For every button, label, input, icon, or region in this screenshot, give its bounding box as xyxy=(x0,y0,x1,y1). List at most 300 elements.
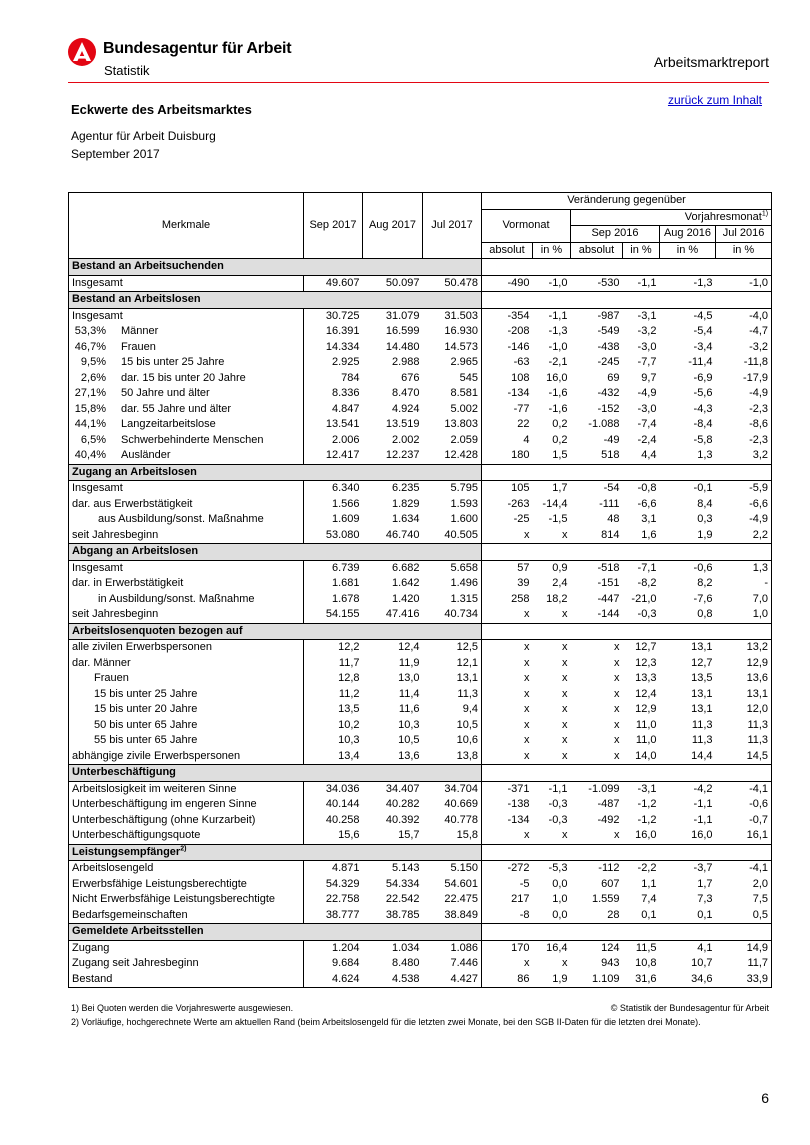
table-cell: 13,1 xyxy=(691,703,713,716)
table-cell: 40.669 xyxy=(423,797,482,813)
row-label-text: dar. in Erwerbstätigkeit xyxy=(72,577,184,590)
table-cell: -4,3 xyxy=(693,402,713,415)
table-cell: -1,5 xyxy=(548,513,568,526)
table-cell: -6,6 xyxy=(637,497,657,510)
table-cell: 170 xyxy=(511,941,530,954)
table-cell: -17,9 xyxy=(716,371,772,387)
table-cell: x xyxy=(524,608,530,621)
table-cell: x xyxy=(614,641,620,654)
table-cell: 4,1 xyxy=(697,941,713,954)
table-cell: 11,3 xyxy=(691,734,713,747)
table-cell: 3,1 xyxy=(641,513,657,526)
row-label-text: Bestand xyxy=(72,972,113,985)
table-cell: 5.002 xyxy=(423,402,482,418)
table-cell: -354 xyxy=(507,309,530,322)
row-label-text: alle zivilen Erwerbspersonen xyxy=(72,641,213,654)
table-cell: 10,3 xyxy=(398,718,420,731)
table-cell: -14,4 xyxy=(542,497,568,510)
table-cell: 11,3 xyxy=(691,718,713,731)
vorjahresmonat-header: Vorjahresmonat$^{1)}$ xyxy=(571,209,772,226)
table-cell: 6.739 xyxy=(331,561,360,574)
table-cell: 1,7 xyxy=(697,877,713,890)
table-cell: -1,1 xyxy=(548,782,568,795)
table-row xyxy=(69,308,772,324)
table-cell: 1,0 xyxy=(716,607,772,623)
table-cell: 1,5 xyxy=(552,449,568,462)
table-cell: 50.097 xyxy=(385,276,420,289)
table-cell: 1.609 xyxy=(331,513,360,526)
table-cell: x xyxy=(614,829,620,842)
share-percent: 2,6% xyxy=(80,371,106,384)
table-cell: 9.684 xyxy=(331,957,360,970)
table-cell: 11,5 xyxy=(635,941,657,954)
table-cell: 10,5 xyxy=(398,734,420,747)
section-header-row xyxy=(69,623,772,640)
table-cell: 12.417 xyxy=(325,449,360,462)
table-cell: 15,8 xyxy=(423,828,482,844)
table-cell: -144 xyxy=(597,608,620,621)
back-to-contents-link[interactable]: zurück zum Inhalt xyxy=(667,93,762,107)
table-cell: 14,4 xyxy=(691,749,713,762)
row-label-text: dar. Männer xyxy=(72,656,131,669)
table-cell: 518 xyxy=(601,449,620,462)
row-label-text: Insgesamt xyxy=(72,482,123,495)
table-cell: 11,0 xyxy=(635,718,657,731)
table-cell: -3,1 xyxy=(637,782,657,795)
table-cell: 5.795 xyxy=(423,481,482,497)
table-cell: -987 xyxy=(597,309,620,322)
table-cell: 53.080 xyxy=(325,528,360,541)
row-label-text: in Ausbildung/sonst. Maßnahme xyxy=(98,592,255,605)
table-cell: 11,4 xyxy=(398,687,420,700)
table-cell: 0,5 xyxy=(716,908,772,924)
table-cell: x xyxy=(614,734,620,747)
table-cell: 31.503 xyxy=(423,308,482,324)
section-title-spacer xyxy=(482,544,772,561)
table-cell: 7,0 xyxy=(716,592,772,608)
row-label xyxy=(69,512,304,528)
section-header-row xyxy=(69,844,772,861)
table-cell: 54.601 xyxy=(423,877,482,893)
table-cell: -447 xyxy=(597,592,620,605)
row-label-text: aus Ausbildung/sonst. Maßnahme xyxy=(98,513,264,526)
table-cell: 13.541 xyxy=(325,418,360,431)
table-cell: -4,5 xyxy=(693,309,713,322)
table-cell: 0,2 xyxy=(552,433,568,446)
table-cell: -4,9 xyxy=(716,386,772,402)
row-label-text: Ausländer xyxy=(121,449,171,462)
row-label xyxy=(69,497,304,513)
table-cell: 16,0 xyxy=(546,371,568,384)
table-cell: 4.538 xyxy=(363,972,423,988)
row-label xyxy=(69,324,304,340)
table-cell: 49.607 xyxy=(325,276,360,289)
row-label-text: Insgesamt xyxy=(72,276,123,289)
table-row xyxy=(69,528,772,544)
table-cell: -152 xyxy=(597,402,620,415)
row-label xyxy=(69,749,304,765)
table-cell: x xyxy=(524,703,530,716)
table-cell: 7,4 xyxy=(641,893,657,906)
table-cell: 8.336 xyxy=(331,387,360,400)
table-row xyxy=(69,497,772,513)
table-cell: 12.428 xyxy=(423,448,482,464)
table-cell: 11,9 xyxy=(398,656,420,669)
table-cell: 1.109 xyxy=(571,972,623,988)
table-cell: 8.581 xyxy=(423,386,482,402)
table-cell: 10,8 xyxy=(635,957,657,970)
table-cell: 1,7 xyxy=(552,482,568,495)
section-title-spacer xyxy=(482,924,772,941)
row-label-text: Unterbeschäftigungsquote xyxy=(72,829,201,842)
table-cell: -2,2 xyxy=(637,862,657,875)
table-row xyxy=(69,481,772,497)
table-cell: 11,0 xyxy=(635,734,657,747)
row-label xyxy=(69,592,304,608)
row-label-text: Bedarfsgemeinschaften xyxy=(72,908,188,921)
table-cell: x xyxy=(524,749,530,762)
table-cell: 4.624 xyxy=(304,972,363,988)
row-label-text: seit Jahresbeginn xyxy=(72,528,159,541)
table-cell: 38.785 xyxy=(385,908,420,921)
change-header: Veränderung gegenüber xyxy=(482,193,772,210)
section-title-spacer xyxy=(482,623,772,640)
table-cell: 11,7 xyxy=(716,956,772,972)
table-cell: x xyxy=(614,672,620,685)
table-cell: -3,0 xyxy=(637,402,657,415)
table-cell: -432 xyxy=(597,387,620,400)
row-label-text: Frauen xyxy=(121,340,156,353)
table-cell: 12,7 xyxy=(691,656,713,669)
agency-name: Agentur für Arbeit Duisburg xyxy=(71,129,216,143)
section-title: Arbeitslosenquoten bezogen auf xyxy=(69,623,482,640)
table-cell: x xyxy=(524,957,530,970)
table-cell: x xyxy=(562,656,568,669)
table-cell: 12,2 xyxy=(338,641,360,654)
table-cell: -5,9 xyxy=(716,481,772,497)
table-cell: 40.734 xyxy=(423,607,482,623)
table-cell: -2,3 xyxy=(716,402,772,418)
table-cell: 1,3 xyxy=(697,449,713,462)
table-cell: 4.427 xyxy=(423,972,482,988)
table-cell: 1,0 xyxy=(552,893,568,906)
table-cell: -1,0 xyxy=(548,276,568,289)
row-label xyxy=(69,687,304,703)
table-cell: 124 xyxy=(601,941,620,954)
table-cell: 5.143 xyxy=(391,862,420,875)
subheader-percent: in % xyxy=(533,242,571,259)
table-cell: -5,8 xyxy=(693,433,713,446)
row-label xyxy=(69,877,304,893)
table-cell: 10,6 xyxy=(423,733,482,749)
table-cell: -0,6 xyxy=(693,561,713,574)
table-cell: 2.059 xyxy=(423,433,482,449)
table-cell: 9,4 xyxy=(423,702,482,718)
statistics-table xyxy=(68,192,772,988)
table-cell: 86 xyxy=(482,972,533,988)
table-cell: 2.925 xyxy=(331,356,360,369)
share-percent: 9,5% xyxy=(80,356,106,369)
col-header-jul2017: Jul 2017 xyxy=(423,193,482,259)
row-label-text: Zugang seit Jahresbeginn xyxy=(72,957,199,970)
table-cell: 12,8 xyxy=(338,672,360,685)
table-cell: 1.559 xyxy=(591,893,620,906)
table-cell: -4,9 xyxy=(637,387,657,400)
row-label xyxy=(69,733,304,749)
report-period: September 2017 xyxy=(71,147,160,161)
table-cell: -4,9 xyxy=(716,512,772,528)
table-cell: -2,1 xyxy=(548,356,568,369)
table-cell: 13,0 xyxy=(398,672,420,685)
table-cell: -0,3 xyxy=(637,608,657,621)
row-label-text: seit Jahresbeginn xyxy=(72,608,159,621)
table-cell: 105 xyxy=(511,482,530,495)
table-cell: 34.407 xyxy=(385,782,420,795)
org-subname: Statistik xyxy=(104,63,150,78)
subheader-percent: in % xyxy=(623,242,660,259)
table-row xyxy=(69,861,772,877)
table-row xyxy=(69,371,772,387)
page-title: Eckwerte des Arbeitsmarktes xyxy=(71,102,252,117)
row-label xyxy=(69,402,304,418)
merkmale-header: Merkmale xyxy=(69,193,304,259)
row-label xyxy=(69,308,304,324)
table-row xyxy=(69,324,772,340)
table-cell: 16.599 xyxy=(385,325,420,338)
table-cell: -1,1 xyxy=(548,309,568,322)
table-cell: 0,0 xyxy=(552,908,568,921)
table-cell: -1.099 xyxy=(588,782,620,795)
table-row xyxy=(69,687,772,703)
row-label xyxy=(69,940,304,956)
table-cell: 28 xyxy=(607,908,620,921)
table-cell: -151 xyxy=(597,577,620,590)
table-cell: 0,1 xyxy=(697,908,713,921)
table-cell: 14,0 xyxy=(635,749,657,762)
table-cell: 1.420 xyxy=(391,592,420,605)
row-label-text: dar. aus Erwerbstätigkeit xyxy=(72,497,193,510)
table-cell: -112 xyxy=(598,862,620,875)
table-cell: x xyxy=(562,829,568,842)
vormonat-header: Vormonat xyxy=(482,209,571,242)
share-percent: 46,7% xyxy=(74,340,106,353)
table-cell: x xyxy=(562,703,568,716)
table-cell: 22 xyxy=(517,418,530,431)
table-cell: -549 xyxy=(597,325,620,338)
table-cell: -487 xyxy=(597,798,620,811)
share-percent: 44,1% xyxy=(74,418,106,431)
table-cell: -1,1 xyxy=(693,813,713,826)
table-cell: 2,4 xyxy=(552,577,568,590)
table-cell: 11,2 xyxy=(338,687,360,700)
table-cell: 11,3 xyxy=(716,718,772,734)
row-label xyxy=(69,607,304,623)
section-header-row xyxy=(69,259,772,276)
row-label xyxy=(69,640,304,656)
table-cell: -3,7 xyxy=(693,862,713,875)
table-cell: -3,4 xyxy=(693,340,713,353)
table-row xyxy=(69,275,772,292)
row-label-text: Erwerbsfähige Leistungsberechtigte xyxy=(72,877,247,890)
section-title: Leistungsempfänger$^{2)}$ xyxy=(69,844,482,861)
table-cell: 16,0 xyxy=(635,829,657,842)
table-cell: -1,0 xyxy=(716,275,772,292)
table-cell: -5 xyxy=(519,877,530,890)
table-cell: -208 xyxy=(507,325,530,338)
table-cell: x xyxy=(562,608,568,621)
table-cell: 1.681 xyxy=(331,577,360,590)
table-cell: 34.704 xyxy=(423,781,482,797)
table-cell: 676 xyxy=(401,371,420,384)
table-cell: 4 xyxy=(523,433,530,446)
table-cell: -21,0 xyxy=(631,592,657,605)
table-cell: 40.282 xyxy=(385,798,420,811)
table-row xyxy=(69,972,772,988)
table-cell: 1.086 xyxy=(423,940,482,956)
table-row xyxy=(69,355,772,371)
table-cell: -518 xyxy=(597,561,620,574)
row-label xyxy=(69,718,304,734)
table-cell: 40.392 xyxy=(385,813,420,826)
table-cell: x xyxy=(614,703,620,716)
row-label xyxy=(69,781,304,797)
table-row xyxy=(69,702,772,718)
table-cell: -111 xyxy=(599,497,620,510)
row-label xyxy=(69,275,304,292)
row-label-text: dar. 15 bis unter 20 Jahre xyxy=(121,371,246,384)
share-percent: 53,3% xyxy=(74,325,106,338)
table-cell: 54.329 xyxy=(325,877,360,890)
table-cell: x xyxy=(524,528,530,541)
table-cell: 47.416 xyxy=(385,608,420,621)
table-cell: 11,3 xyxy=(716,733,772,749)
table-cell: 6.682 xyxy=(391,561,420,574)
section-title: Zugang an Arbeitslosen xyxy=(69,464,482,481)
table-row xyxy=(69,560,772,576)
table-cell: -1,2 xyxy=(637,813,657,826)
table-cell: x xyxy=(562,528,568,541)
table-cell: 7,3 xyxy=(697,893,713,906)
table-cell: 13,1 xyxy=(423,671,482,687)
table-cell: x xyxy=(562,734,568,747)
row-label xyxy=(69,371,304,387)
table-cell: -7,4 xyxy=(637,418,657,431)
section-title: Bestand an Arbeitslosen xyxy=(69,292,482,309)
table-cell: -25 xyxy=(513,513,530,526)
table-row xyxy=(69,417,772,433)
table-cell: 2,0 xyxy=(716,877,772,893)
table-cell: 8.480 xyxy=(391,957,420,970)
row-label-text: Männer xyxy=(121,325,159,338)
row-label-text: Arbeitslosengeld xyxy=(72,862,154,875)
table-cell: 0,0 xyxy=(552,877,568,890)
table-cell: 1,1 xyxy=(641,877,657,890)
table-cell: -11,4 xyxy=(688,356,713,369)
section-header-row xyxy=(69,292,772,309)
row-label-text: 15 bis unter 25 Jahre xyxy=(121,356,225,369)
table-cell: -263 xyxy=(507,497,530,510)
table-cell: 34,6 xyxy=(660,972,716,988)
table-cell: -0,3 xyxy=(548,798,568,811)
table-cell: -1,0 xyxy=(548,340,568,353)
table-cell: 16,1 xyxy=(716,828,772,844)
table-cell: 39 xyxy=(517,577,530,590)
table-cell: x xyxy=(562,749,568,762)
row-label xyxy=(69,386,304,402)
table-cell: 13,5 xyxy=(338,703,360,716)
table-cell: 5.150 xyxy=(423,861,482,877)
table-row xyxy=(69,402,772,418)
table-cell: 545 xyxy=(423,371,482,387)
table-cell: -7,7 xyxy=(637,356,657,369)
table-row xyxy=(69,813,772,829)
page-number: 6 xyxy=(761,1090,769,1106)
row-label xyxy=(69,813,304,829)
row-label xyxy=(69,433,304,449)
row-label xyxy=(69,560,304,576)
section-title-spacer xyxy=(482,844,772,861)
table-cell: 16.930 xyxy=(423,324,482,340)
table-cell: x xyxy=(614,749,620,762)
table-cell: -77 xyxy=(513,402,530,415)
row-label xyxy=(69,576,304,592)
table-cell: 1.600 xyxy=(423,512,482,528)
copyright: © Statistik der Bundesagentur für Arbeit xyxy=(610,1003,769,1013)
table-cell: -0,3 xyxy=(548,813,568,826)
table-cell: -6,9 xyxy=(693,371,713,384)
table-cell: -6,6 xyxy=(716,497,772,513)
table-cell: x xyxy=(524,656,530,669)
row-label-text: Insgesamt xyxy=(72,309,123,322)
table-cell: -0,1 xyxy=(693,482,713,495)
table-cell: -4,1 xyxy=(716,781,772,797)
table-cell: 54.334 xyxy=(385,877,420,890)
table-cell: 15,6 xyxy=(338,829,360,842)
row-label xyxy=(69,828,304,844)
row-label-text: 15 bis unter 20 Jahre xyxy=(94,703,198,716)
table-cell: 13,1 xyxy=(691,687,713,700)
report-title: Arbeitsmarktreport xyxy=(653,54,769,70)
table-cell: 258 xyxy=(511,592,530,605)
table-cell: 69 xyxy=(607,371,620,384)
table-cell: 12,7 xyxy=(635,641,657,654)
row-label xyxy=(69,656,304,672)
table-cell: 4.871 xyxy=(331,862,360,875)
table-cell: -7,1 xyxy=(637,561,657,574)
table-cell: x xyxy=(614,687,620,700)
share-percent: 40,4% xyxy=(74,449,106,462)
table-cell: 12,4 xyxy=(398,641,420,654)
table-cell: 13,8 xyxy=(423,749,482,765)
table-cell: x xyxy=(524,718,530,731)
table-cell: 13,1 xyxy=(691,641,713,654)
section-title-spacer xyxy=(482,765,772,782)
table-cell: 15,7 xyxy=(398,829,420,842)
table-cell: 22.475 xyxy=(423,892,482,908)
ba-logo-icon xyxy=(67,37,97,67)
table-cell: 8,4 xyxy=(697,497,713,510)
table-row xyxy=(69,828,772,844)
table-cell: 12,9 xyxy=(716,656,772,672)
table-cell: -0,8 xyxy=(637,482,657,495)
section-header-row xyxy=(69,765,772,782)
table-cell: -3,0 xyxy=(637,340,657,353)
table-cell: 217 xyxy=(511,893,530,906)
table-cell: 0,9 xyxy=(552,561,568,574)
table-cell: 33,9 xyxy=(716,972,772,988)
section-title: Unterbeschäftigung xyxy=(69,765,482,782)
table-cell: -490 xyxy=(507,276,530,289)
